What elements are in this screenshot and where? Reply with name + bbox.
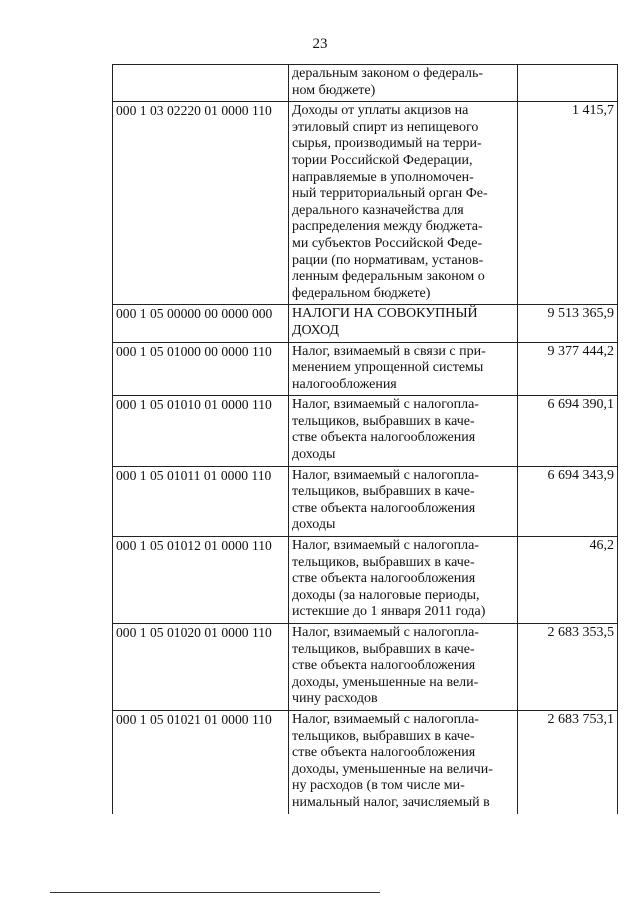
budget-code-cell: 000 1 05 01012 01 0000 110: [113, 537, 289, 624]
budget-code-cell: 000 1 05 01000 00 0000 110: [113, 342, 289, 396]
budget-code-cell: 000 1 05 01020 01 0000 110: [113, 624, 289, 711]
revenue-name-cell: Налог, взимаемый с налогопла- тельщиков, выбравших в каче- стве объекта налогообложения доходы (за налоговые периоды, истекшие до 1 января 2011 года): [289, 537, 518, 624]
footer-divider: [50, 892, 380, 893]
table-row: [113, 305, 618, 342]
revenue-name-cell: Налог, взимаемый с налогопла- тельщиков, выбравших в каче- стве объекта налогообложения доходы: [289, 466, 518, 536]
amount-cell: 1 415,7: [518, 102, 618, 305]
amount-cell: [518, 65, 618, 102]
revenue-name-cell: деральным законом о федераль- ном бюджете): [289, 65, 518, 102]
revenue-name-cell: НАЛОГИ НА СОВОКУПНЫЙ ДОХОД: [289, 305, 518, 342]
revenue-name-cell: Налог, взимаемый в связи с при- менением упрощенной системы налогообложения: [289, 342, 518, 396]
revenue-name-cell: Налог, взимаемый с налогопла- тельщиков, выбравших в каче- стве объекта налогообложения доходы, уменьшенные на вели- чину расходов: [289, 624, 518, 711]
page-number: 23: [312, 36, 328, 52]
budget-code-cell: 000 1 03 02220 01 0000 110: [113, 102, 289, 305]
table-row: [113, 624, 618, 711]
amount-cell: 6 694 390,1: [518, 396, 618, 466]
budget-code-cell: 000 1 05 01021 01 0000 110: [113, 710, 289, 813]
amount-cell: 46,2: [518, 537, 618, 624]
table-row: [113, 466, 618, 536]
budget-code-cell: 000 1 05 01010 01 0000 110: [113, 396, 289, 466]
table-row: [113, 342, 618, 396]
table-row: [113, 102, 618, 305]
budget-code-cell: 000 1 05 01011 01 0000 110: [113, 466, 289, 536]
revenue-name-cell: Доходы от уплаты акцизов на этиловый спирт из непищевого сырья, производимый на терри- тории Российской Федерации, направляемые в уполномочен- ный территориальный орган Фе- дерального казначейства для распределения между бюджета- ми субъектов Российской Феде- рации (по нормативам, установ- ленным федеральным законом о федеральном бюджете): [289, 102, 518, 305]
amount-cell: 6 694 343,9: [518, 466, 618, 536]
revenue-name-cell: Налог, взимаемый с налогопла- тельщиков, выбравших в каче- стве объекта налогообложения доходы: [289, 396, 518, 466]
table-row: [113, 710, 618, 813]
table-row: [113, 537, 618, 624]
amount-cell: 2 683 353,5: [518, 624, 618, 711]
budget-revenue-table: [112, 64, 618, 814]
amount-cell: 9 377 444,2: [518, 342, 618, 396]
budget-code-cell: [113, 65, 289, 102]
amount-cell: 2 683 753,1: [518, 710, 618, 813]
budget-code-cell: 000 1 05 00000 00 0000 000: [113, 305, 289, 342]
revenue-name-cell: Налог, взимаемый с налогопла- тельщиков, выбравших в каче- стве объекта налогообложения доходы, уменьшенные на величи- ну расходов (в том числе ми- нимальный налог, зачисляемый в: [289, 710, 518, 813]
table-row: [113, 65, 618, 102]
table-row: [113, 396, 618, 466]
amount-cell: 9 513 365,9: [518, 305, 618, 342]
